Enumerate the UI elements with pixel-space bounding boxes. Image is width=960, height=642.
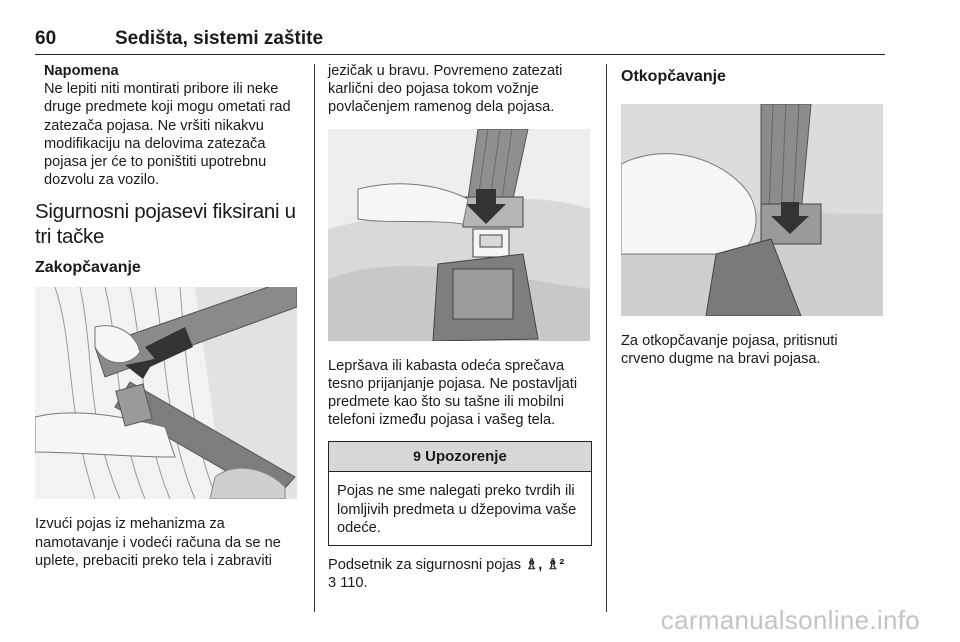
intro-text: jezičak u bravu. Povremeno zatezati karlični deo pojasa tokom vožnje povlačenjem ramenog dela pojasa. (328, 63, 563, 116)
column-divider (606, 64, 607, 612)
seatbelt-reminder-icon: ♗, ♗² (525, 557, 565, 574)
buckling-instruction: Izvući pojas iz mehanizma za namotavanje i vodeći računa da se ne uplete, prebaciti preko tela i zabraviti (35, 516, 281, 569)
latch-plate-illustration (328, 129, 590, 341)
subheading-unbuckling: Otkopčavanje (621, 68, 726, 85)
note-box (35, 62, 297, 189)
warning-title: Upozorenje (425, 448, 507, 466)
warning-header (329, 442, 591, 472)
unbuckling-instruction: Za otkopčavanje pojasa, pritisnuti crveno dugme na bravi pojasa. (621, 333, 838, 368)
watermark: carmanualsonline.info (660, 605, 920, 635)
clothing-paragraph: Lepršava ili kabasta odeća sprečava tesno prijanjanje pojasa. Ne postavljati predmete kao što su tašne ili mobilni telefoni između pojasa i vašeg tela. (328, 357, 578, 429)
page-reference[interactable]: 110. (340, 575, 368, 592)
page-reference-arrow-icon: 3 (328, 575, 337, 592)
note-title: Napomena (44, 63, 119, 79)
seatbelt-reminder (328, 556, 592, 592)
column-divider (314, 64, 315, 612)
warning-box (328, 441, 592, 546)
buckling-illustration (35, 287, 297, 499)
column-middle (328, 62, 592, 592)
column-right (621, 62, 885, 368)
note-text: Ne lepiti niti montirati pribore ili neke druge predmete koji mogu ometati rad zatezača pojasa. Ne vršiti nikakvu modifikaciju na delovima zatezača pojasa jer će to poništiti upotrebnu dozvolu za vozilo. (44, 81, 291, 189)
unbuckling-illustration (621, 104, 883, 316)
page-header (35, 26, 885, 55)
page-number: 60 (35, 28, 57, 49)
section-title: Sigurnosni pojasevi fiksirani u tri tačke (35, 200, 296, 249)
column-left (35, 62, 297, 570)
reminder-text: Podsetnik za sigurnosni pojas (328, 557, 522, 574)
warning-triangle-icon: 9 (413, 448, 421, 465)
page-title: Sedišta, sistemi zaštite (115, 28, 324, 49)
warning-text: Pojas ne sme nalegati preko tvrdih ili lomljivih predmeta u džepovima vaše odeće. (337, 483, 577, 536)
subheading-buckling: Zakopčavanje (35, 259, 141, 277)
